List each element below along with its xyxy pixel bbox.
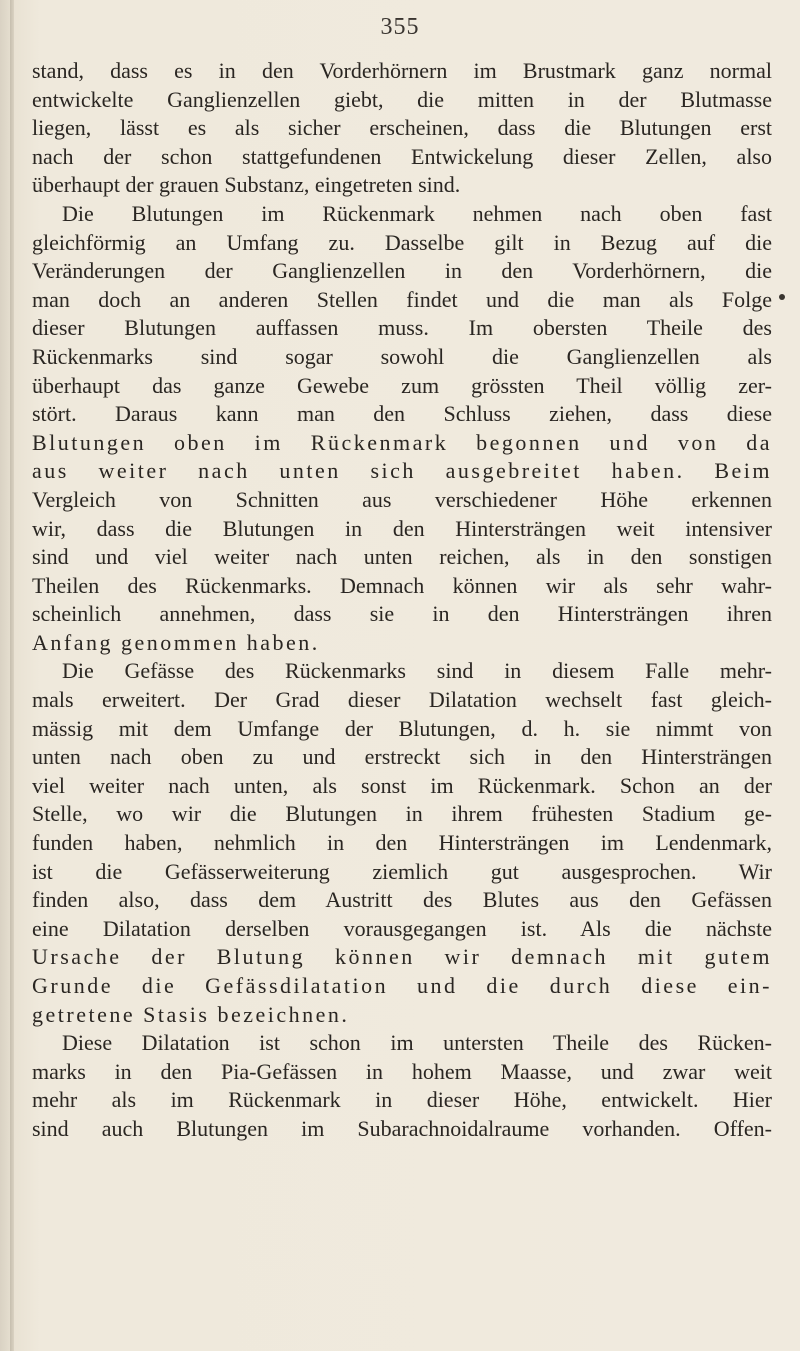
text-line: mehr als im Rückenmark in dieser Höhe, entwickelt. Hier	[32, 1087, 772, 1113]
text-line: Stelle, wo wir die Blutungen in ihrem frühesten Stadium ge-	[32, 801, 772, 827]
text-line: gleichförmig an Umfang zu. Dasselbe gilt in Bezug auf die	[32, 229, 772, 255]
text-line: Grunde die Gefässdilatation und die durch diese ein-	[32, 973, 772, 998]
text-line: Blutungen oben im Rückenmark begonnen und von da	[32, 429, 772, 455]
text-line: unten nach oben zu und erstreckt sich in den Hintersträngen	[32, 744, 772, 770]
text-line: Vergleich von Schnitten aus verschiedener Höhe erkennen	[32, 486, 772, 512]
text-line: liegen, lässt es als sicher erscheinen, dass die Blutungen erst	[32, 115, 772, 141]
text-line: Veränderungen der Ganglienzellen in den Vorderhörnern, die	[32, 258, 772, 284]
text-line: stand, dass es in den Vorderhörnern im Brustmark ganz normal	[32, 58, 772, 83]
text-line: Anfang genommen haben.	[32, 629, 320, 655]
text-line: marks in den Pia-Gefässen in hohem Maasse, und zwar weit	[32, 1058, 772, 1084]
text-line: dieser Blutungen auffassen muss. Im obersten Theile des	[32, 315, 772, 341]
text-line: scheinlich annehmen, dass sie in den Hintersträngen ihren	[32, 601, 772, 627]
text-line: überhaupt das ganze Gewebe zum grössten Theil völlig zer-	[32, 372, 772, 398]
text-line: Die Blutungen im Rückenmark nehmen nach oben fast	[62, 200, 772, 226]
text-line: Theilen des Rückenmarks. Demnach können wir als sehr wahr-	[32, 572, 772, 598]
page-number: 355	[380, 14, 420, 40]
text-line: stört. Daraus kann man den Schluss ziehen, dass diese	[32, 401, 772, 427]
text-line: nach der schon stattgefundenen Entwickelung dieser Zellen, also	[32, 143, 772, 169]
text-line: ist die Gefässerweiterung ziemlich gut ausgesprochen. Wir	[32, 858, 772, 884]
text-line: eine Dilatation derselben vorausgegangen ist. Als die nächste	[32, 915, 772, 941]
text-line: getretene Stasis bezeichnen.	[32, 1001, 350, 1027]
body-text	[32, 57, 772, 1144]
text-line: viel weiter nach unten, als sonst im Rückenmark. Schon an der	[32, 772, 772, 798]
text-line: sind auch Blutungen im Subarachnoidalraume vorhanden. Offen-	[32, 1115, 772, 1141]
text-line: wir, dass die Blutungen in den Hintersträngen weit intensiver	[32, 515, 772, 541]
text-line: Diese Dilatation ist schon im untersten Theile des Rücken-	[62, 1030, 772, 1056]
text-line: mässig mit dem Umfange der Blutungen, d. h. sie nimmt von	[32, 715, 772, 741]
book-gutter	[10, 0, 14, 1351]
text-line: Die Gefässe des Rückenmarks sind in diesem Falle mehr-	[62, 658, 772, 684]
margin-mark	[779, 294, 785, 300]
text-line: man doch an anderen Stellen findet und die man als Folge	[32, 286, 772, 312]
text-line: mals erweitert. Der Grad dieser Dilatation wechselt fast gleich-	[32, 687, 772, 713]
text-line: überhaupt der grauen Substanz, eingetreten sind.	[32, 172, 461, 198]
text-line: aus weiter nach unten sich ausgebreitet haben. Beim	[32, 458, 772, 484]
text-line: sind und viel weiter nach unten reichen, als in den sonstigen	[32, 544, 772, 570]
text-line: Rückenmarks sind sogar sowohl die Ganglienzellen als	[32, 343, 772, 369]
text-line: Ursache der Blutung können wir demnach mit gutem	[32, 944, 772, 970]
text-line: funden haben, nehmlich in den Hintersträngen im Lendenmark,	[32, 830, 772, 856]
text-line: entwickelte Ganglienzellen giebt, die mitten in der Blutmasse	[32, 86, 772, 112]
text-line: finden also, dass dem Austritt des Blutes aus den Gefässen	[32, 887, 772, 913]
